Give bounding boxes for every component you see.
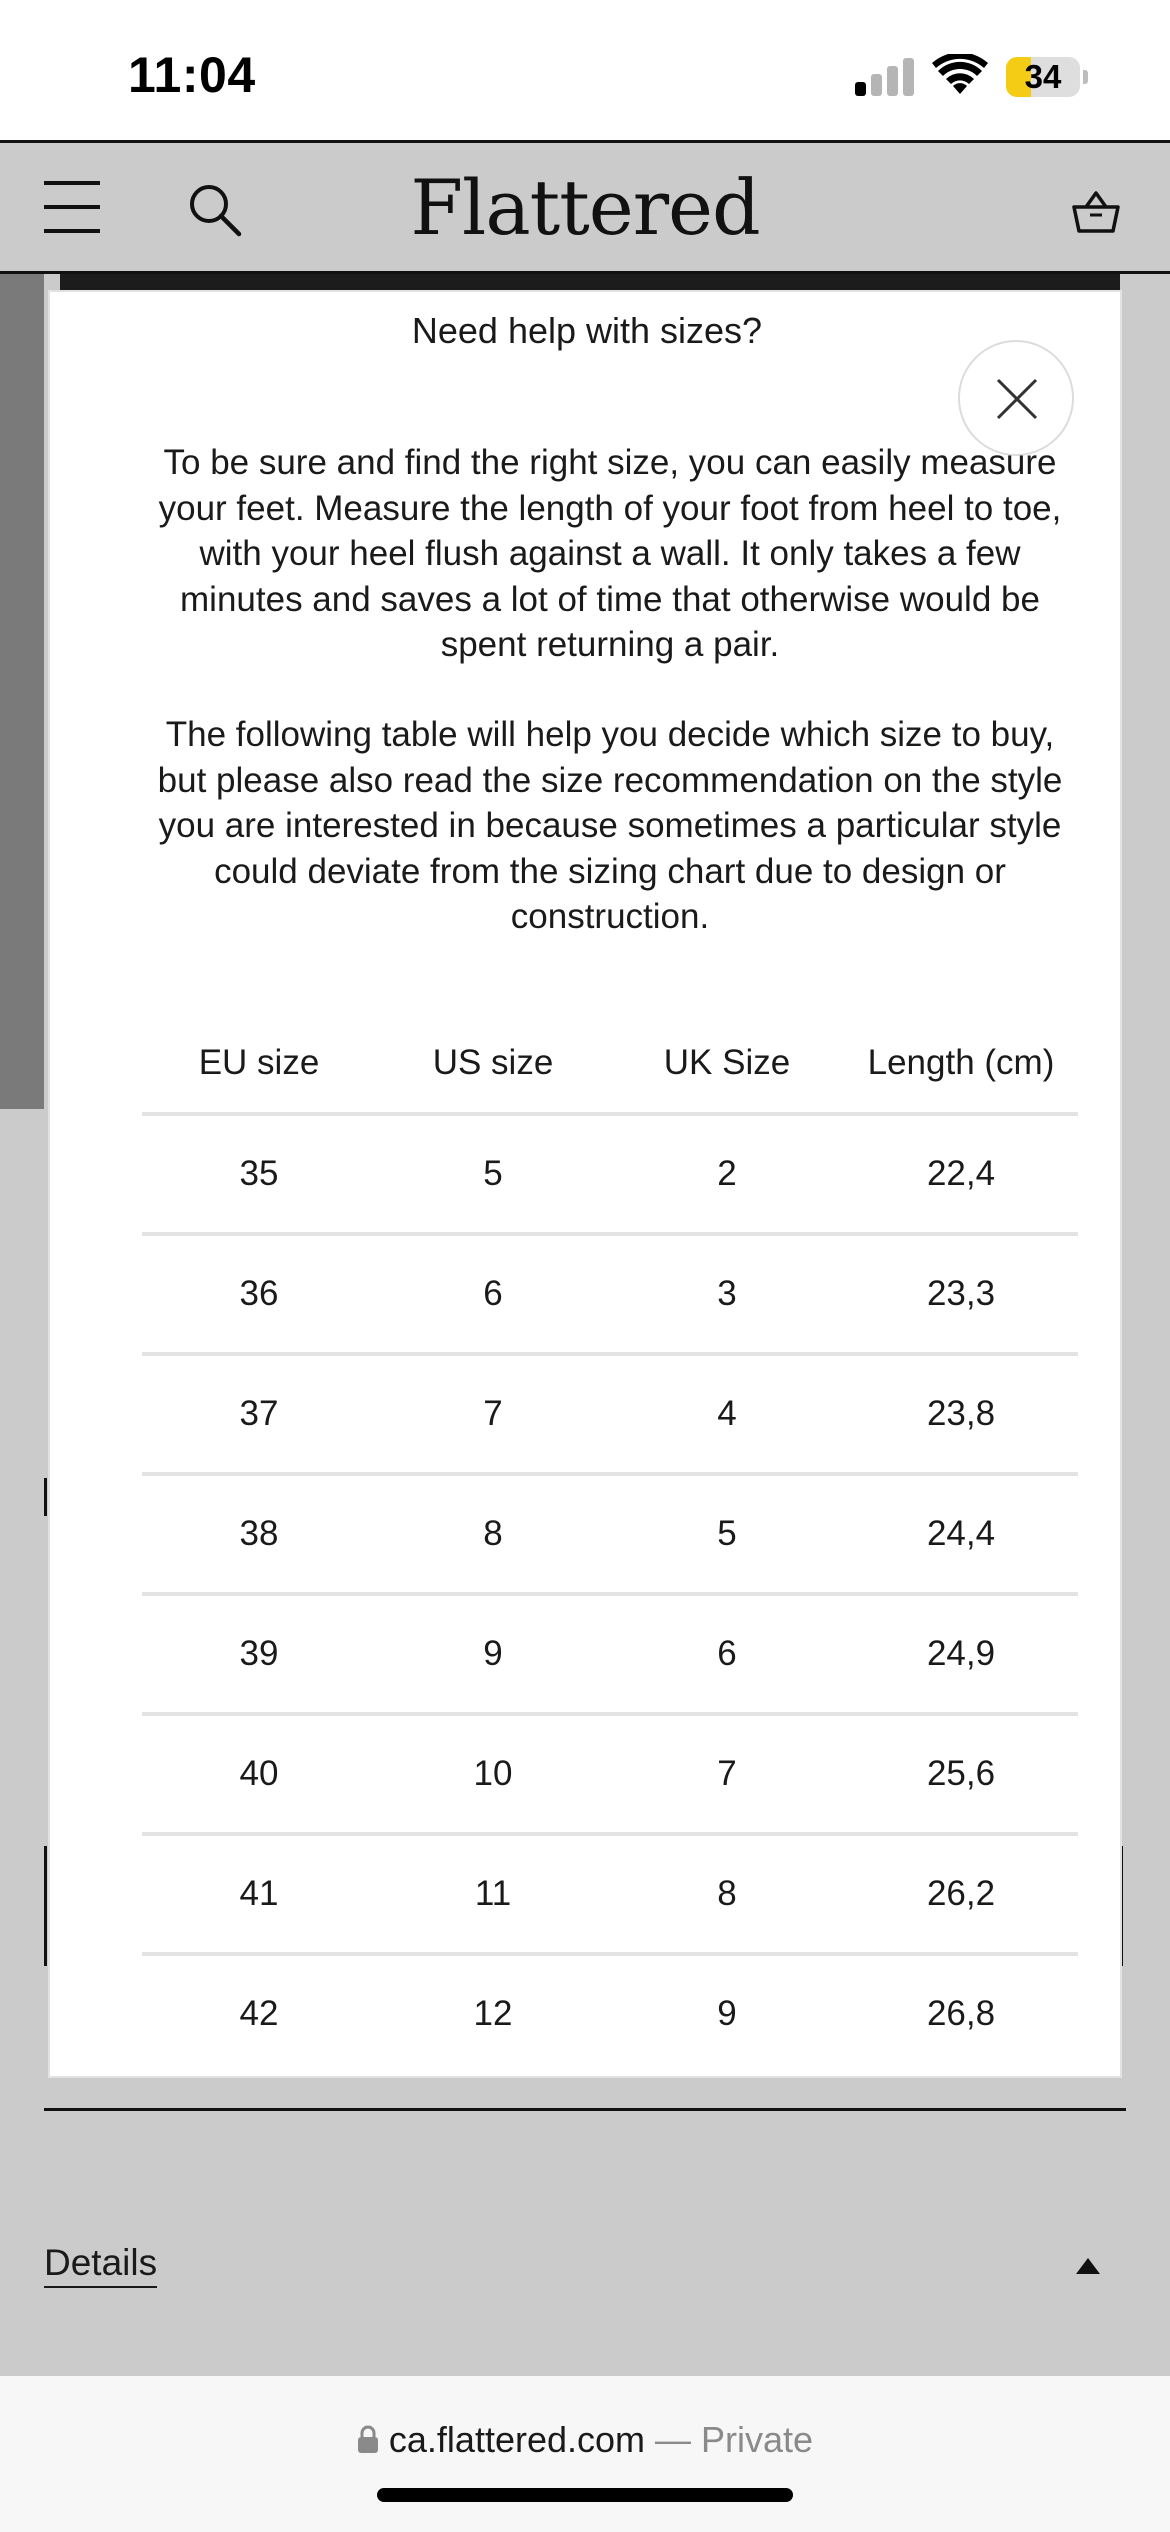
table-cell: 37 xyxy=(142,1354,376,1474)
table-cell: 35 xyxy=(142,1114,376,1234)
product-image-edge xyxy=(0,274,44,1109)
wifi-icon xyxy=(932,54,988,96)
table-cell: 8 xyxy=(610,1834,844,1954)
table-row xyxy=(142,1714,1078,1834)
lock-icon xyxy=(357,2414,379,2470)
search-icon[interactable] xyxy=(186,181,244,239)
table-cell: 22,4 xyxy=(844,1114,1078,1234)
battery-level: 34 xyxy=(1024,58,1062,95)
table-cell: 40 xyxy=(142,1714,376,1834)
table-cell: 2 xyxy=(610,1114,844,1234)
section-divider xyxy=(44,2108,1126,2111)
url-display[interactable] xyxy=(0,2412,1170,2470)
table-row xyxy=(142,1594,1078,1714)
page-edge-line xyxy=(44,1478,47,1516)
table-cell: 42 xyxy=(142,1954,376,2072)
table-cell: 7 xyxy=(376,1354,610,1474)
table-cell: 5 xyxy=(610,1474,844,1594)
table-cell: 3 xyxy=(610,1234,844,1354)
size-chart-table xyxy=(142,1014,1078,2072)
column-header: UK Size xyxy=(663,1043,791,1082)
table-cell: 8 xyxy=(376,1474,610,1594)
table-cell: 4 xyxy=(610,1354,844,1474)
table-row xyxy=(142,1474,1078,1594)
size-guide-modal xyxy=(48,290,1122,2078)
table-cell: 24,9 xyxy=(844,1594,1078,1714)
status-bar xyxy=(0,0,1170,140)
url-domain: ca.flattered.com xyxy=(388,2419,646,2460)
modal-title: Need help with sizes? xyxy=(411,310,763,351)
table-cell: 26,8 xyxy=(844,1954,1078,2072)
page-edge-line xyxy=(44,1846,47,1966)
close-button[interactable] xyxy=(958,340,1074,456)
caret-up-icon[interactable] xyxy=(1076,2258,1100,2274)
table-cell: 11 xyxy=(376,1834,610,1954)
browser-address-bar[interactable] xyxy=(0,2376,1170,2532)
measure-instructions: To be sure and find the right size, you can easily measure your feet. Measure the length of your foot from heel to toe, with your heel flush against a wall. It only takes a few minutes and saves a lot of time that otherwise would be spent returning a pair. xyxy=(158,443,1062,664)
table-row xyxy=(142,1354,1078,1474)
table-row xyxy=(142,1834,1078,1954)
table-row xyxy=(142,1954,1078,2072)
table-cell: 25,6 xyxy=(844,1714,1078,1834)
table-cell: 23,8 xyxy=(844,1354,1078,1474)
shopping-basket-icon[interactable] xyxy=(1070,185,1122,237)
table-cell: 5 xyxy=(376,1114,610,1234)
column-header: EU size xyxy=(198,1043,320,1082)
table-cell: 6 xyxy=(610,1594,844,1714)
table-cell: 38 xyxy=(142,1474,376,1594)
home-indicator[interactable] xyxy=(377,2488,793,2502)
private-label: — Private xyxy=(645,2419,814,2460)
table-cell: 23,3 xyxy=(844,1234,1078,1354)
table-cell: 12 xyxy=(376,1954,610,2072)
table-cell: 7 xyxy=(610,1714,844,1834)
table-instructions: The following table will help you decide which size to buy, but please also read the size recommendation on the style you are interested in because sometimes a particular style could deviate from the sizing chart due to design or construction. xyxy=(157,715,1063,936)
details-toggle[interactable]: Details xyxy=(44,2240,157,2288)
table-cell: 39 xyxy=(142,1594,376,1714)
brand-logo[interactable]: Flattered xyxy=(410,163,760,252)
table-cell: 24,4 xyxy=(844,1474,1078,1594)
table-cell: 41 xyxy=(142,1834,376,1954)
column-header: Length (cm) xyxy=(867,1043,1055,1082)
table-cell: 26,2 xyxy=(844,1834,1078,1954)
table-row xyxy=(142,1234,1078,1354)
table-row xyxy=(142,1114,1078,1234)
close-icon xyxy=(995,377,1039,421)
table-cell: 9 xyxy=(610,1954,844,2072)
table-cell: 10 xyxy=(376,1714,610,1834)
table-cell: 9 xyxy=(376,1594,610,1714)
table-cell: 36 xyxy=(142,1234,376,1354)
table-cell: 6 xyxy=(376,1234,610,1354)
column-header: US size xyxy=(432,1043,554,1082)
cellular-signal-icon xyxy=(855,56,915,96)
battery-icon xyxy=(1006,57,1088,97)
table-header-row xyxy=(142,1014,1078,1114)
site-header xyxy=(0,140,1170,274)
status-time: 11:04 xyxy=(128,47,256,103)
hamburger-menu-icon[interactable] xyxy=(44,181,100,233)
